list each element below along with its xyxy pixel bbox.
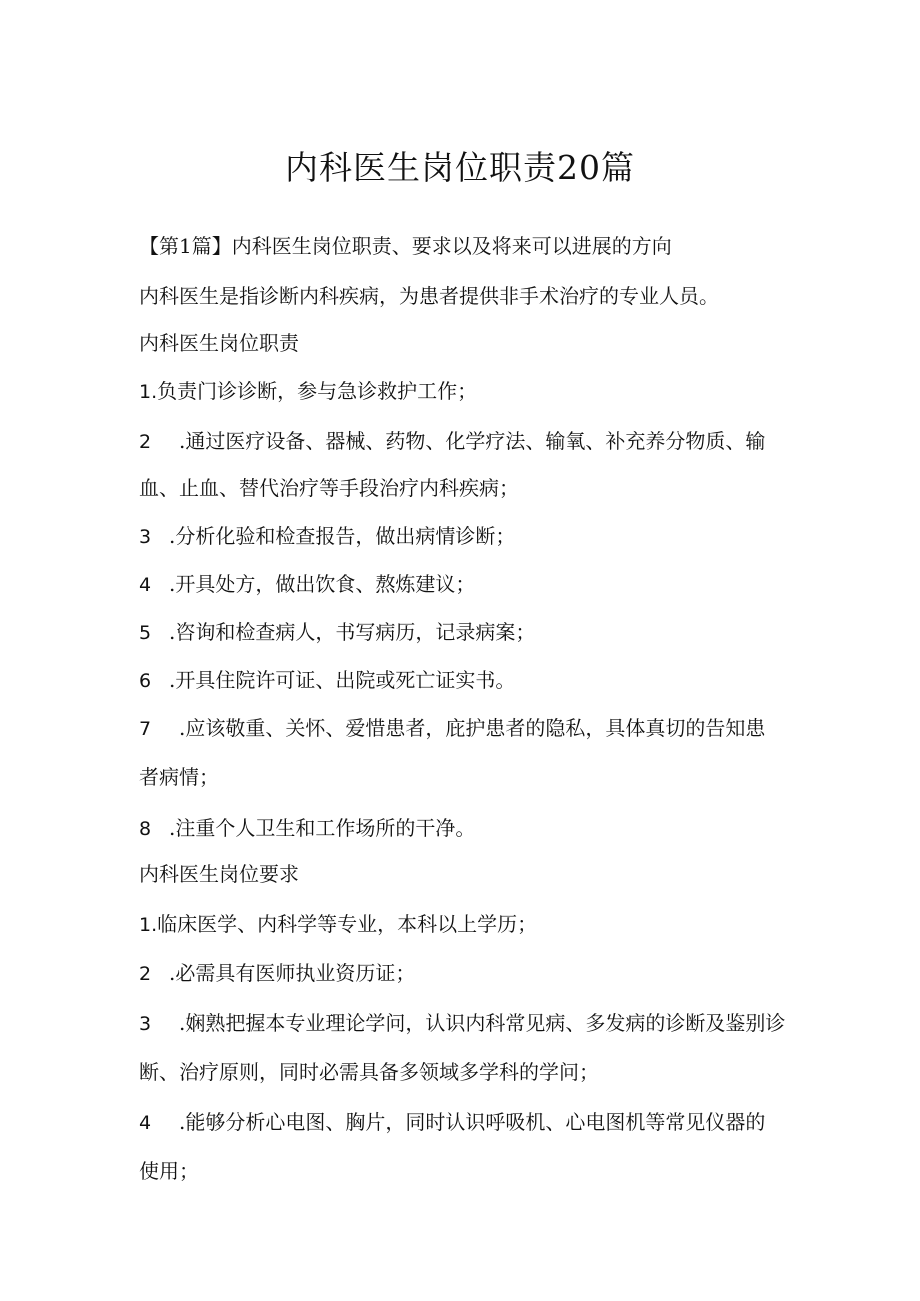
- duty-text: .咨询和检查病人，书写病历，记录病案；: [169, 620, 536, 644]
- duty-number: 8: [139, 818, 152, 840]
- requirement-item-1: [139, 910, 799, 939]
- requirement-item-4-continued: 使用；: [139, 1159, 199, 1183]
- duty-item-4: [139, 570, 799, 599]
- duty-text: 负责门诊诊断，参与急诊救护工作；: [157, 379, 478, 403]
- duty-number: 4: [139, 574, 152, 596]
- duty-number: 7: [139, 718, 152, 740]
- requirement-item-4: [139, 1108, 799, 1137]
- duty-number: 2: [139, 431, 152, 453]
- requirement-number: 1.: [139, 914, 158, 936]
- requirement-number: 2: [139, 963, 152, 985]
- requirement-number: 4: [139, 1112, 152, 1134]
- duty-item-7: [139, 714, 799, 743]
- duty-item-8: [139, 814, 799, 843]
- requirement-item-3-continued: 断、治疗原则，同时必需具备多领域多学科的学问；: [139, 1060, 599, 1084]
- duty-item-3: [139, 522, 799, 551]
- duty-number: 6: [139, 670, 152, 692]
- duty-item-7-continued: 者病情；: [139, 765, 219, 789]
- section-heading-requirements: 内科医生岗位要求: [139, 862, 299, 886]
- duty-text: .开具处方，做出饮食、熬炼建议；: [169, 572, 476, 596]
- duty-text: .分析化验和检查报告，做出病情诊断；: [169, 524, 516, 548]
- section-heading-duties: 内科医生岗位职责: [139, 331, 299, 355]
- requirement-text: .必需具有医师执业资历证；: [169, 961, 416, 985]
- duty-item-2: [139, 427, 799, 456]
- duty-text: .通过医疗设备、器械、药物、化学疗法、输氧、补充养分物质、输: [179, 429, 766, 453]
- duty-item-1: [139, 377, 799, 406]
- intro-paragraph: 内科医生是指诊断内科疾病，为患者提供非手术治疗的专业人员。: [139, 284, 719, 308]
- document-title: 内科医生岗位职责20篇: [285, 148, 635, 187]
- requirement-item-3: [139, 1009, 799, 1038]
- duty-item-2-continued: 血、止血、替代治疗等手段治疗内科疾病；: [139, 476, 519, 500]
- requirement-item-2: [139, 959, 799, 988]
- duty-number: 1.: [139, 381, 158, 403]
- duty-number: 5: [139, 622, 152, 644]
- article-heading: 【第1篇】内科医生岗位职责、要求以及将来可以进展的方向: [139, 234, 672, 258]
- duty-text: .应该敬重、关怀、爱惜患者，庇护患者的隐私，具体真切的告知患: [179, 716, 766, 740]
- duty-text: .开具住院许可证、出院或死亡证实书。: [169, 668, 516, 692]
- duty-item-5: [139, 618, 799, 647]
- requirement-text: .能够分析心电图、胸片，同时认识呼吸机、心电图机等常见仪器的: [179, 1110, 766, 1134]
- duty-item-6: [139, 666, 799, 695]
- duty-text: .注重个人卫生和工作场所的干净。: [169, 816, 476, 840]
- requirement-number: 3: [139, 1013, 152, 1035]
- duty-number: 3: [139, 526, 152, 548]
- requirement-text: .娴熟把握本专业理论学问，认识内科常见病、多发病的诊断及鉴别诊: [179, 1011, 786, 1035]
- requirement-text: 临床医学、内科学等专业，本科以上学历；: [157, 912, 538, 936]
